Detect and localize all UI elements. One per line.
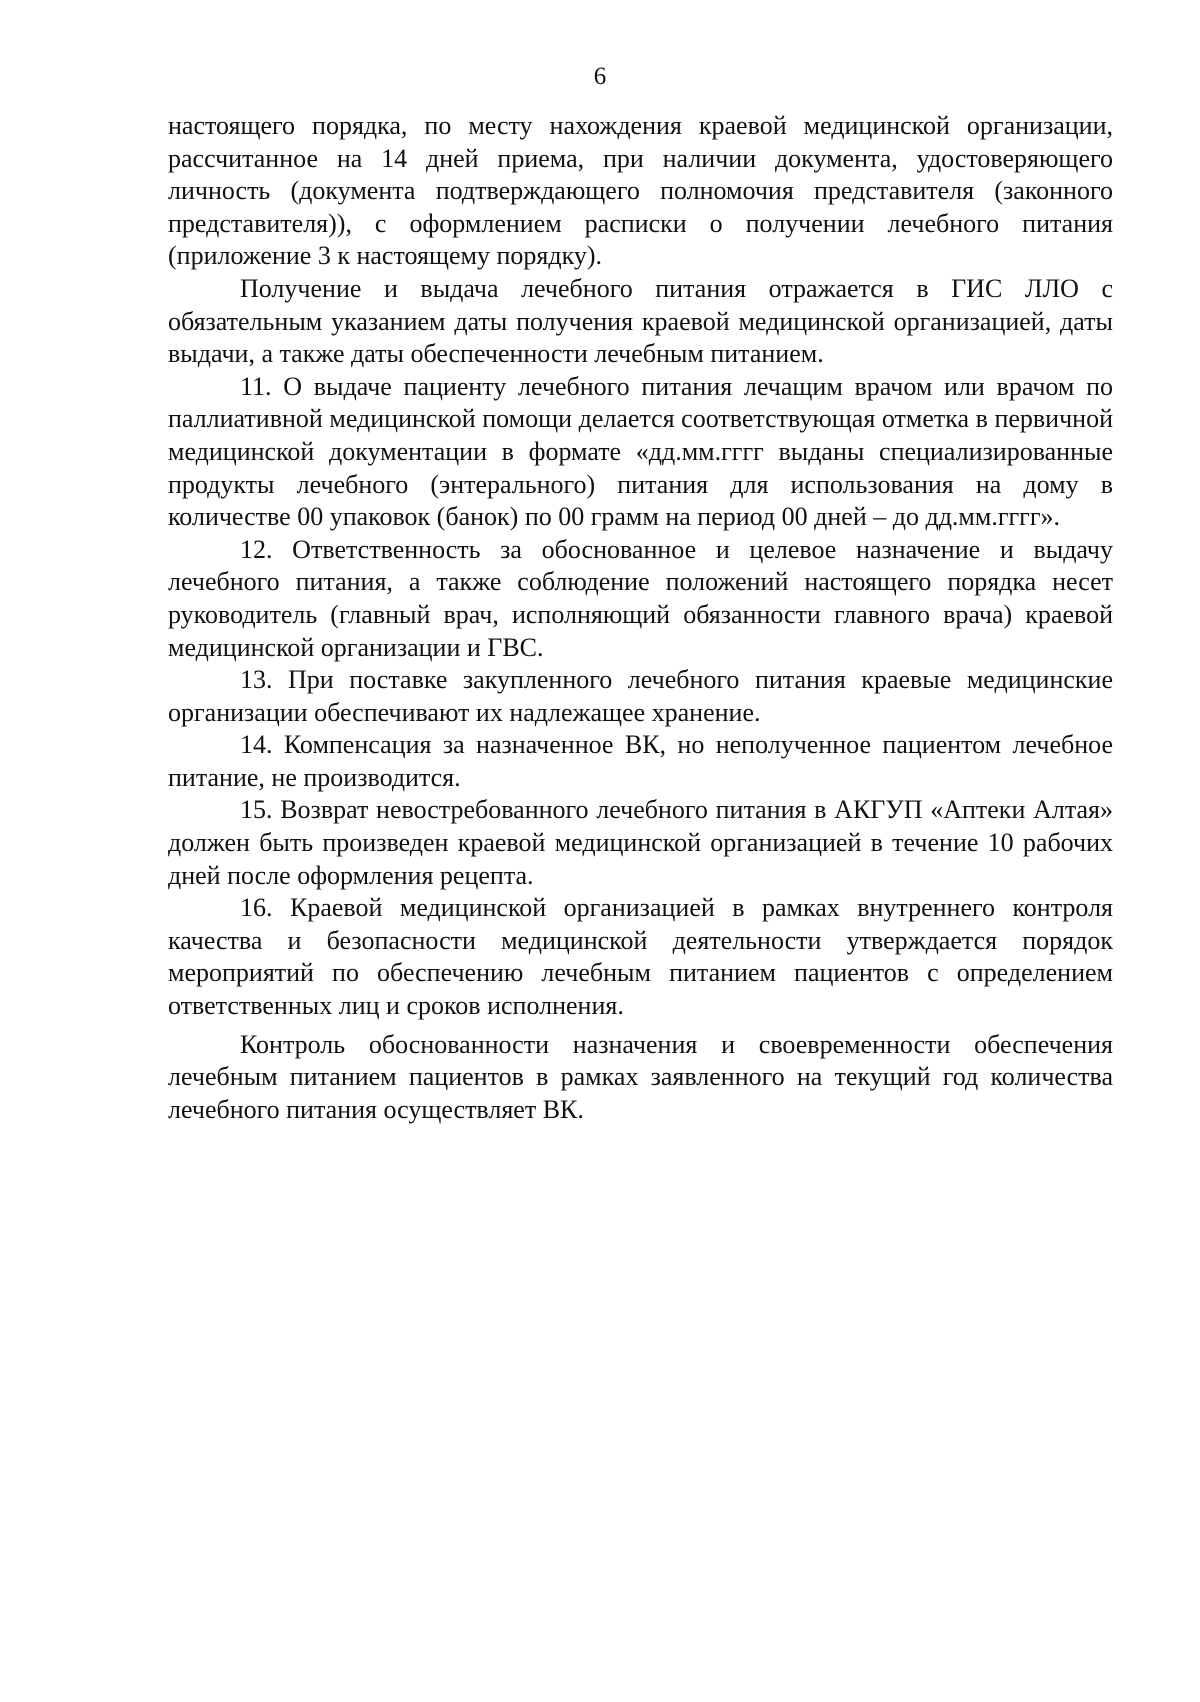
paragraph-item-15: 15. Возврат невостребованного лечебного питания в АКГУП «Аптеки Алтая» должен быть произведен краевой медицинской организацией в течение 10 рабочих дней после оформления рецепта.	[168, 795, 1113, 890]
page-number: 6	[593, 63, 607, 90]
paragraph-item-13: 13. При поставке закупленного лечебного питания краевые медицинские организации обеспечивают их надлежащее хранение.	[168, 665, 1113, 727]
paragraph-continuation: настоящего порядка, по месту нахождения краевой медицинской организации, рассчитанное на 14 дней приема, при наличии документа, удостоверяющего личность (документа подтверждающего полномочия представителя (законного представителя)), с оформлением расписки о получении лечебного питания (приложение 3 к настоящему порядку).	[168, 111, 1113, 271]
paragraph-item-16: 16. Краевой медицинской организацией в рамках внутреннего контроля качества и безопасности медицинской деятельности утверждается порядок мероприятий по обеспечению лечебным питанием пациентов с определением ответственных лиц и сроков исполнения.	[168, 893, 1113, 1021]
paragraph-control: Контроль обоснованности назначения и своевременности обеспечения лечебным питанием пациентов в рамках заявленного на текущий год количества лечебного питания осуществляет ВК.	[168, 1029, 1113, 1124]
document-body	[168, 110, 1113, 1126]
paragraph-item-14: 14. Компенсация за назначенное ВК, но неполученное пациентом лечебное питание, не производится.	[168, 730, 1113, 792]
paragraph-gis-llo: Получение и выдача лечебного питания отражается в ГИС ЛЛО с обязательным указанием даты получения краевой медицинской организацией, даты выдачи, а также даты обеспеченности лечебным питанием.	[168, 273, 1113, 369]
paragraph-item-12: 12. Ответственность за обоснованное и целевое назначение и выдачу лечебного питания, а также соблюдение положений настоящего порядка несет руководитель (главный врач, исполняющий обязанности главного врача) краевой медицинской организации и ГВС.	[168, 534, 1113, 662]
paragraph-item-11: 11. О выдаче пациенту лечебного питания лечащим врачом или врачом по паллиативной медицинской помощи делается соответствующая отметка в первичной медицинской документации в формате «дд.мм.гггг выданы специализированные продукты лечебного (энтерального) питания для использования на дому в количестве 00 упаковок (банок) по 00 грамм на период 00 дней – до дд.мм.гггг».	[168, 371, 1113, 532]
